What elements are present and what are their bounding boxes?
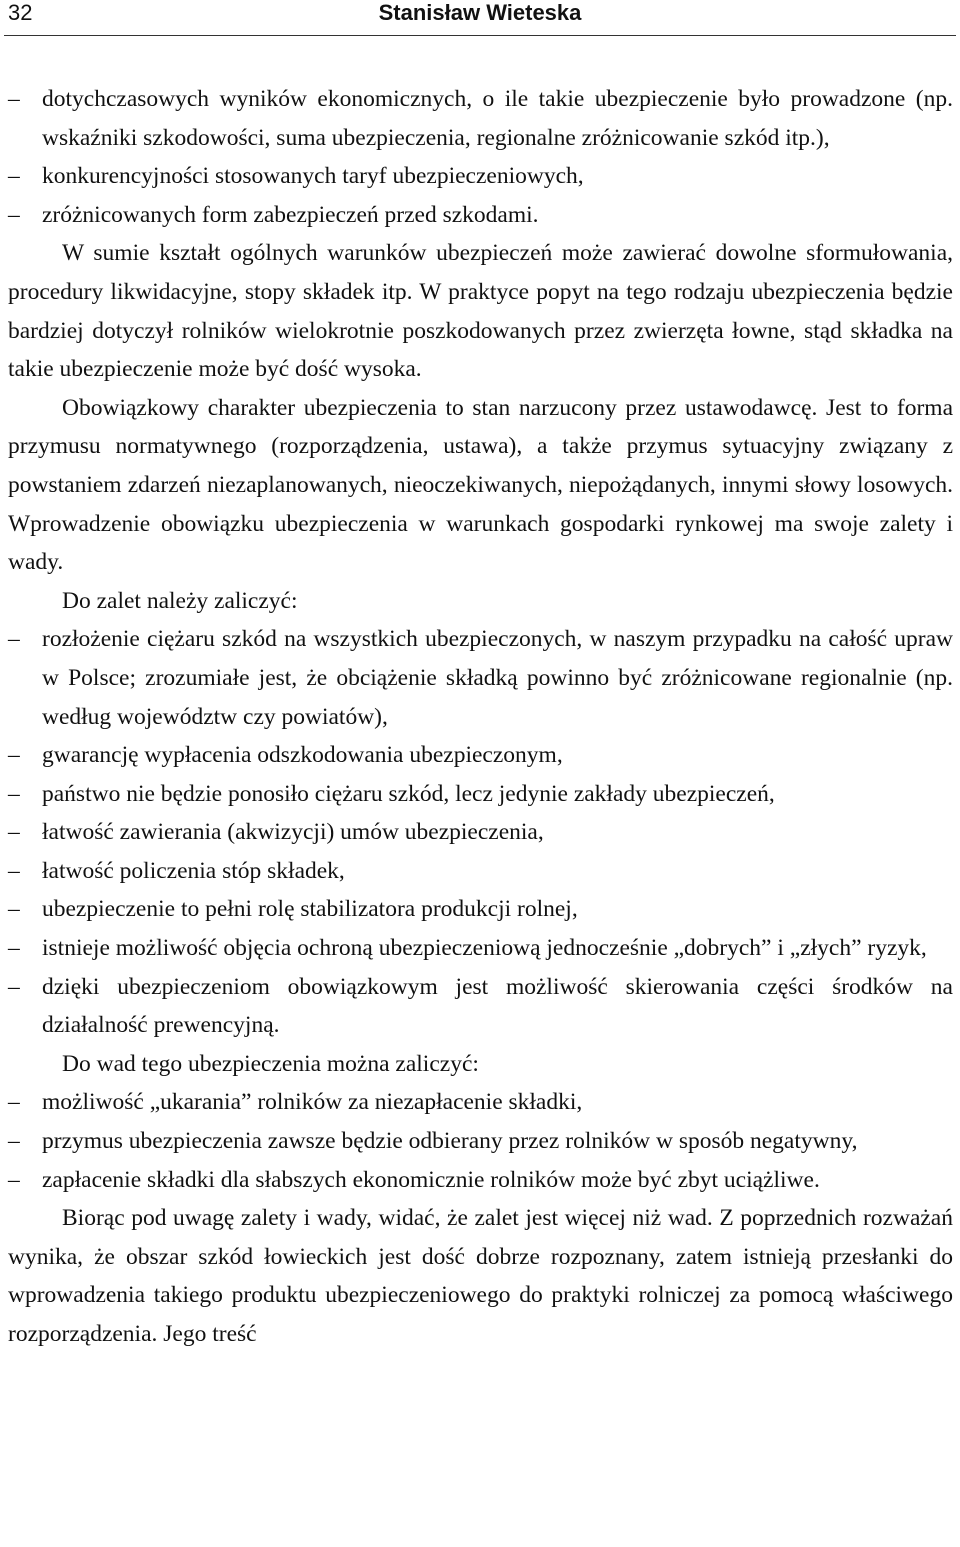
list-item-text: ubezpieczenie to pełni rolę stabilizatora produkcji rolnej,: [42, 896, 578, 923]
list-item: [8, 929, 953, 968]
running-head: Stanisław Wieteska: [378, 0, 582, 25]
list-item: [8, 852, 953, 891]
list-item-text: istnieje możliwość objęcia ochroną ubezpieczeniową jednocześnie „dobrych” i „złych” ryzyk,: [42, 935, 927, 962]
dash-bullet: –: [8, 626, 20, 653]
list-item-text: łatwość zawierania (akwizycji) umów ubezpieczenia,: [42, 819, 544, 846]
dash-bullet: –: [8, 780, 20, 807]
list-item-text: dotychczasowych wyników ekonomicznych, o ile takie ubezpieczenie było prowadzone (np. wskaźniki szkodowości, suma ubezpieczenia, regionalne zróżnicowanie szkód itp.),: [42, 86, 953, 151]
paragraph-mandatory-insurance: Obowiązkowy charakter ubezpieczenia to stan narzucony przez ustawodawcę. Jest to forma przymusu normatywnego (rozporządzenia, ustawa), a także przymus sytuacyjny związany z powstaniem zdarzeń niezaplanowanych, nieoczekiwanych, niepożądanych, innymi słowy losowych. Wprowadzenie obowiązku ubezpieczenia w warunkach gospodarki rynkowej ma swoje zalety i wady.: [8, 394, 953, 576]
list-advantages: [8, 620, 953, 1045]
dash-bullet: –: [8, 857, 20, 884]
paragraph-general-terms: W sumie kształt ogólnych warunków ubezpieczeń może zawierać dowolne sformułowania, procedury likwidacyjne, stopy składek itp. W praktyce popyt na tego rodzaju ubezpieczenia będzie bardziej dotyczył rolników wielokrotnie poszkodowanych przez zwierzęta łowne, stąd składka na takie ubezpieczenie może być dość wysoka.: [8, 240, 953, 383]
list-item: [8, 736, 953, 775]
list-item-text: łatwość policzenia stóp składek,: [42, 857, 345, 884]
dash-bullet: –: [8, 819, 20, 846]
list-item-text: zróżnicowanych form zabezpieczeń przed szkodami.: [42, 201, 539, 228]
dash-bullet: –: [8, 1166, 20, 1193]
list-item: [8, 80, 953, 157]
disadvantages-intro: Do wad tego ubezpieczenia można zaliczyć:: [62, 1050, 479, 1077]
list-item: [8, 620, 953, 736]
list-item-text: dzięki ubezpieczeniom obowiązkowym jest możliwość skierowania części środków na działalność prewencyjną.: [42, 973, 953, 1039]
list-item: [8, 1083, 953, 1122]
list-item-text: państwo nie będzie ponosiło ciężaru szkód, lecz jedynie zakłady ubezpieczeń,: [42, 780, 775, 807]
paragraph-conclusion: Biorąc pod uwagę zalety i wady, widać, że zalet jest więcej niż wad. Z poprzednich rozważań wynika, że obszar szkód łowieckich jest dość dobrze rozpoznany, zatem istnieją przesłanki do wprowadzenia takiego produktu ubezpieczeniowego do praktyki rolniczej za pomocą właściwego rozporządzenia. Jego treść: [8, 1205, 953, 1347]
list-item: [8, 1161, 953, 1200]
list-item-text: przymus ubezpieczenia zawsze będzie odbierany przez rolników w sposób negatywny,: [42, 1128, 858, 1155]
list-disadvantages: [8, 1083, 953, 1199]
list-item: [8, 157, 953, 196]
dash-bullet: –: [8, 1128, 20, 1155]
list-item: [8, 968, 953, 1045]
list-item-text: konkurencyjności stosowanych taryf ubezpieczeniowych,: [42, 163, 584, 190]
dash-bullet: –: [8, 163, 20, 190]
page-number: 32: [8, 0, 33, 25]
list-item: [8, 890, 953, 929]
list-item: [8, 775, 953, 814]
list-item: [8, 1122, 953, 1161]
dash-bullet: –: [8, 86, 20, 112]
header-rule: [4, 35, 956, 36]
list-item-text: możliwość „ukarania” rolników za niezapłacenie składki,: [42, 1089, 583, 1116]
list-item-text: zapłacenie składki dla słabszych ekonomicznie rolników może być zbyt uciążliwe.: [42, 1166, 820, 1193]
list-item-text: rozłożenie ciężaru szkód na wszystkich ubezpieczonych, w naszym przypadku na całość upraw w Polsce; zrozumiałe jest, że obciążenie składką powinno być zróżnicowane regionalnie (np. według województw czy powiatów),: [42, 626, 953, 730]
page-header: [0, 0, 960, 36]
list-criteria: [8, 80, 953, 234]
dash-bullet: –: [8, 896, 20, 923]
dash-bullet: –: [8, 973, 20, 1000]
dash-bullet: –: [8, 201, 20, 228]
page-body: [8, 80, 953, 1354]
list-item-text: gwarancję wypłacenia odszkodowania ubezpieczonym,: [42, 742, 563, 769]
list-item: [8, 813, 953, 852]
dash-bullet: –: [8, 742, 20, 769]
dash-bullet: –: [8, 935, 20, 962]
dash-bullet: –: [8, 1089, 20, 1116]
advantages-intro: Do zalet należy zaliczyć:: [62, 587, 298, 614]
list-item: [8, 196, 953, 235]
